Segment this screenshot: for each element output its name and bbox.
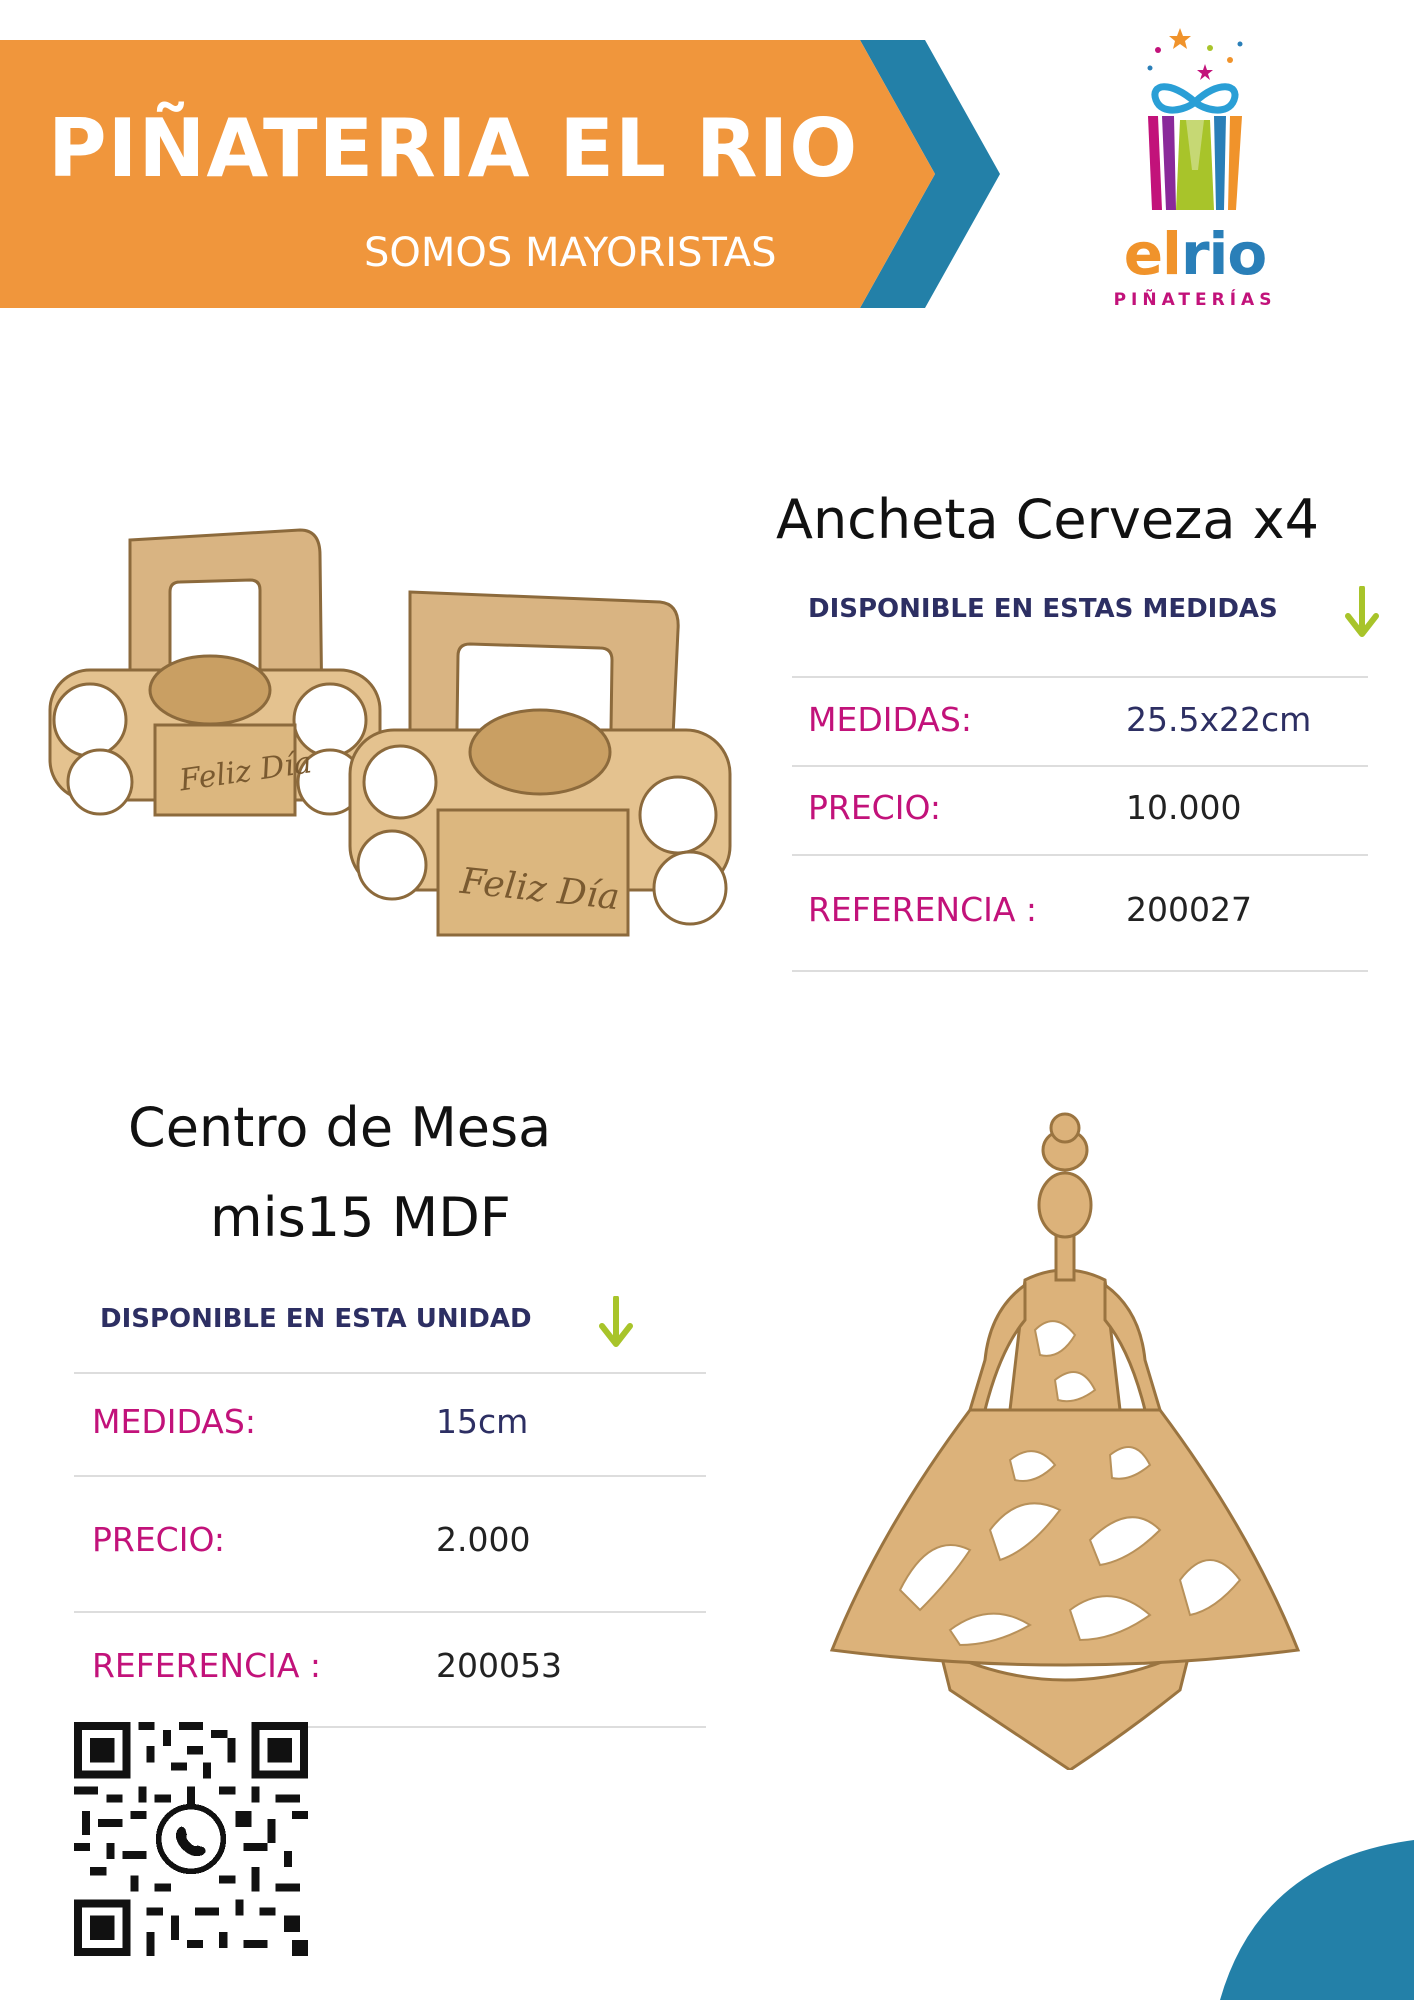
spec-value-referencia: 200053 (436, 1646, 562, 1685)
logo-tagline: PIÑATERÍAS (1113, 290, 1277, 310)
product-title-centro-line1: Centro de Mesa (128, 1096, 552, 1159)
spec-label-medidas: MEDIDAS: (808, 700, 972, 739)
brand-title: PIÑATERIA EL RIO (48, 102, 859, 195)
table-rule (74, 1475, 706, 1477)
spec-label-medidas: MEDIDAS: (92, 1402, 256, 1441)
spec-value-medidas: 25.5x22cm (1126, 700, 1312, 739)
logo-wordmark: elrio (1123, 220, 1267, 288)
spec-value-referencia: 200027 (1126, 890, 1252, 929)
spec-value-medidas: 15cm (436, 1402, 529, 1441)
spec-label-referencia: REFERENCIA : (808, 890, 1038, 929)
product-title-ancheta: Ancheta Cerveza x4 (776, 488, 1319, 551)
spec-value-precio: 2.000 (436, 1520, 531, 1559)
arrow-down-icon (598, 1296, 634, 1350)
table-rule (792, 854, 1368, 856)
header-banner (0, 40, 1000, 308)
product-photo-beer-caddy (30, 520, 750, 960)
table-rule (74, 1372, 706, 1374)
table-rule (792, 765, 1368, 767)
table-rule (74, 1611, 706, 1613)
spec-label-precio: PRECIO: (92, 1520, 225, 1559)
brand-subtitle: SOMOS MAYORISTAS (364, 230, 777, 276)
corner-decoration (1220, 1840, 1414, 2000)
logo-gift-icon (1090, 20, 1300, 220)
table-rule (792, 676, 1368, 678)
arrow-down-icon (1344, 586, 1380, 640)
svg-text:Feliz Día: Feliz Día (458, 860, 622, 919)
product-photo-centro-mesa (820, 1110, 1310, 1770)
spec-value-precio: 10.000 (1126, 788, 1242, 827)
table-rule (792, 970, 1368, 972)
availability-label-2: DISPONIBLE EN ESTA UNIDAD (100, 1304, 532, 1334)
spec-label-precio: PRECIO: (808, 788, 941, 827)
availability-label-1: DISPONIBLE EN ESTAS MEDIDAS (808, 594, 1278, 624)
product-title-centro-line2: mis15 MDF (210, 1186, 511, 1249)
spec-label-referencia: REFERENCIA : (92, 1646, 322, 1685)
company-logo (1090, 20, 1300, 310)
svg-text:Feliz Día: Feliz Día (177, 745, 314, 799)
whatsapp-qr-code[interactable] (74, 1722, 308, 1956)
